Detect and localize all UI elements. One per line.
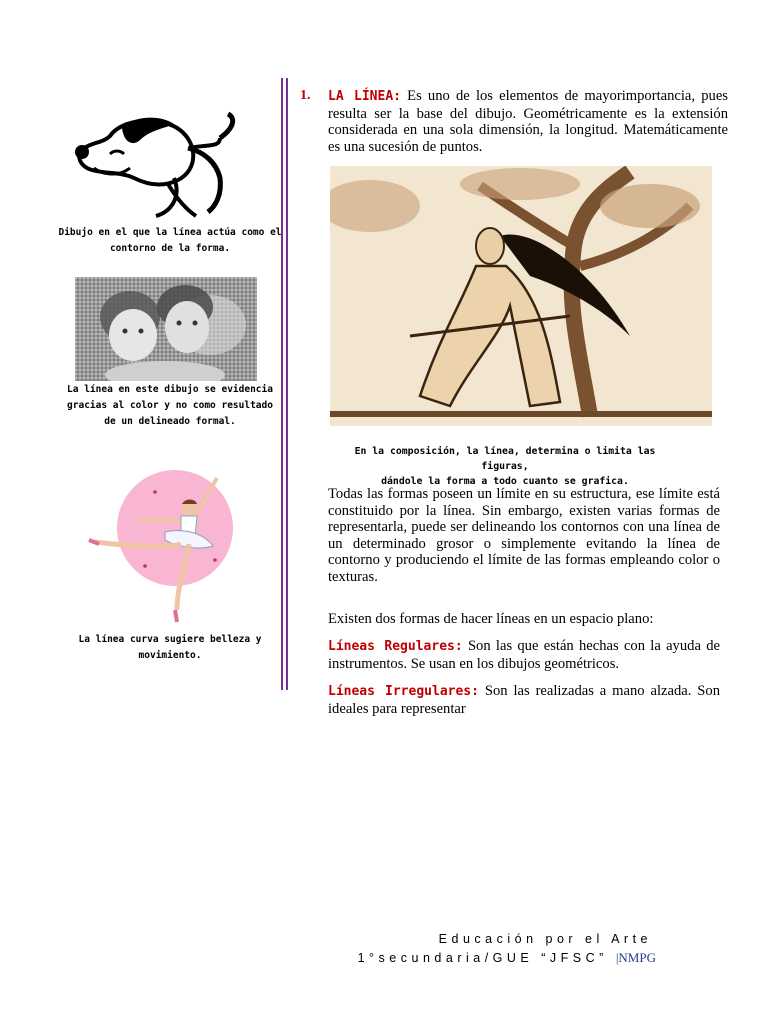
irregular-lines-text: Son las realizadas a mano alzada. Son ideales para representar xyxy=(328,683,720,717)
illustration-caption xyxy=(330,444,680,489)
footer-page-separator: | xyxy=(615,950,619,965)
caption-angels-line-3: de un delineado formal. xyxy=(104,416,236,427)
illustration-caption-line-2: dándole la forma a todo cuanto se grafica. xyxy=(381,476,629,487)
paragraph-limits: Todas las formas poseen un límite en su estructura, ese límite está constituido por la línea. Sin embargo, existen varias formas de representarla, puede ser delineando los contornos con una línea de un determinado grosor o simplemente evitando la línea de contorno y produciendo el límite de las formas empleando color o texturas. xyxy=(328,486,720,585)
ballerina-drawing xyxy=(85,470,240,630)
caption-angels-line-1: La línea en este dibujo se evidencia xyxy=(67,384,273,395)
caption-dog-line-2: contorno de la forma. xyxy=(109,243,231,254)
regular-lines-term: Líneas Regulares: xyxy=(328,639,463,654)
dog-line-drawing xyxy=(70,108,240,226)
irregular-lines-term: Líneas Irregulares: xyxy=(328,684,479,699)
footer-course-info xyxy=(300,950,656,966)
caption-dog xyxy=(55,225,285,257)
caption-angels-line-2: gracias al color y no como resultado xyxy=(67,400,273,411)
regular-lines-definition xyxy=(328,638,720,672)
section-intro xyxy=(300,88,728,155)
column-divider-right xyxy=(286,78,288,690)
footer-author-initials: NMPG xyxy=(618,950,656,965)
illustration-caption-line-1: En la composición, la línea, determina o limita las figuras, xyxy=(354,446,656,472)
caption-ballerina-line-1: La línea curva sugiere belleza y xyxy=(78,634,262,645)
irregular-lines-definition xyxy=(328,683,720,717)
caption-ballerina-line-2: movimiento. xyxy=(138,650,202,661)
footer-grade: 1°secundaria/GUE “JFSC” xyxy=(357,951,608,965)
section-number: 1. xyxy=(300,88,311,103)
paragraph-two-ways: Existen dos formas de hacer líneas en un espacio plano: xyxy=(328,611,654,627)
section-intro-text: Es uno de los elementos de mayorimportancia, pues resulta ser la base del dibujo. Geométricamente es la extensión considerada en una sola dimensión, la longitud. Matemáticamente es una sucesión de puntos. xyxy=(328,88,728,155)
caption-dog-line-1: Dibujo en el que la línea actúa como el xyxy=(58,227,282,238)
regular-lines-text: Son las que están hechas con la ayuda de instrumentos. Se usan en los dibujos geométricos. xyxy=(328,638,720,672)
angels-picture xyxy=(75,277,257,381)
caption-ballerina xyxy=(55,632,285,664)
footer-course-title: Educación por el Arte xyxy=(438,932,652,946)
sepia-warrior-illustration xyxy=(330,166,712,426)
section-title: LA LÍNEA: xyxy=(328,89,401,104)
caption-angels xyxy=(55,382,285,430)
